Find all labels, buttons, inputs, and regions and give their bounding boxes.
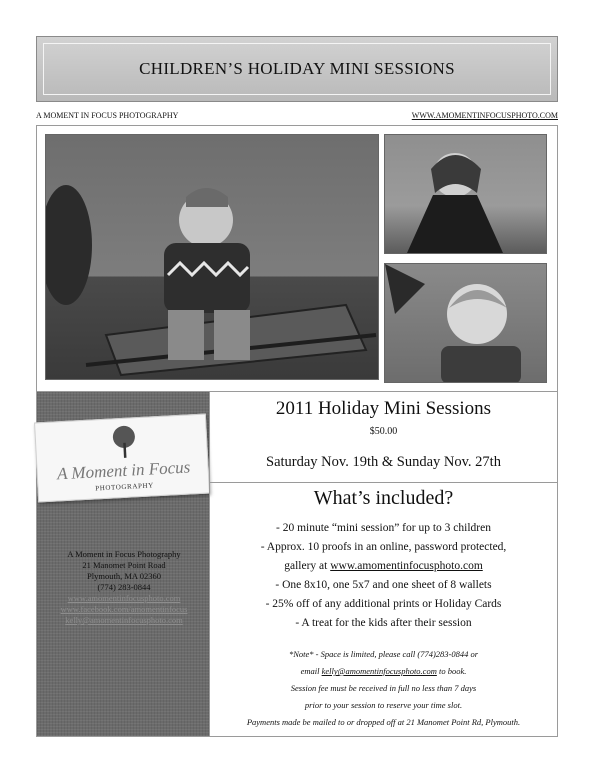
contact-city: Plymouth, MA 02360 bbox=[87, 571, 161, 581]
title-banner-inner bbox=[43, 43, 551, 95]
booking-note bbox=[210, 646, 557, 731]
title-banner bbox=[36, 36, 558, 102]
note-email-link[interactable]: kelly@amomentinfocusphoto.com bbox=[321, 666, 437, 676]
sessions-price: $50.00 bbox=[369, 426, 398, 437]
included-item: - Approx. 10 proofs in an online, password protected, bbox=[260, 541, 507, 553]
contact-block bbox=[50, 549, 198, 626]
note-line: Payments made be mailed to or dropped off at 21 Manomet Point Rd, Plymouth. bbox=[246, 717, 521, 727]
included-item: - 20 minute “mini session” for up to 3 children bbox=[276, 522, 491, 534]
subheader bbox=[36, 108, 558, 122]
logo-script-text: A Moment in Focus bbox=[56, 457, 191, 484]
included-item: - One 8x10, one 5x7 and one sheet of 8 wallets bbox=[275, 579, 492, 591]
note-line: *Note* - Space is limited, please call (774)283-0844 or bbox=[288, 649, 479, 659]
website-link[interactable]: WWW.AMOMENTINFOCUSPHOTO.COM bbox=[411, 110, 558, 120]
tree-icon bbox=[109, 424, 139, 459]
logo-card bbox=[34, 414, 210, 503]
included-item bbox=[210, 557, 557, 576]
note-line: prior to your session to reserve your time slot. bbox=[304, 700, 463, 710]
note-line: Session fee must be received in full no less than 7 days bbox=[290, 683, 477, 693]
contact-name: A Moment in Focus Photography bbox=[67, 549, 181, 559]
photo-boy-on-sled bbox=[45, 134, 379, 380]
included-list bbox=[210, 519, 557, 633]
sessions-dates: Saturday Nov. 19th & Sunday Nov. 27th bbox=[266, 454, 501, 470]
contact-facebook-link[interactable]: www.facebook.com/amomentinfocus bbox=[60, 604, 188, 614]
included-title: What’s included? bbox=[313, 487, 454, 509]
page-title: CHILDREN’S HOLIDAY MINI SESSIONS bbox=[139, 59, 455, 78]
contact-street: 21 Manomet Point Road bbox=[82, 560, 166, 570]
sessions-title: 2011 Holiday Mini Sessions bbox=[275, 398, 492, 419]
included-item-text: gallery at bbox=[284, 560, 331, 572]
studio-name: A MOMENT IN FOCUS PHOTOGRAPHY bbox=[36, 110, 179, 120]
included-divider bbox=[210, 482, 557, 483]
included-item: - A treat for the kids after their session bbox=[295, 617, 472, 629]
photo-girl-dress bbox=[384, 134, 547, 254]
note-text: email bbox=[300, 666, 322, 676]
gallery-link[interactable]: www.amomentinfocusphoto.com bbox=[330, 560, 483, 572]
logo-subtitle: PHOTOGRAPHY bbox=[95, 481, 154, 493]
contact-phone: (774) 283-0844 bbox=[97, 582, 151, 592]
note-text: to book. bbox=[436, 666, 467, 676]
contact-email-link[interactable]: kelly@amomentinfocusphoto.com bbox=[65, 615, 183, 625]
included-item: - 25% off of any additional prints or Holiday Cards bbox=[265, 598, 502, 610]
contact-website-link[interactable]: www.amomentinfocusphoto.com bbox=[67, 593, 181, 603]
note-line bbox=[210, 663, 557, 680]
photo-toddler-plaid bbox=[384, 263, 547, 383]
